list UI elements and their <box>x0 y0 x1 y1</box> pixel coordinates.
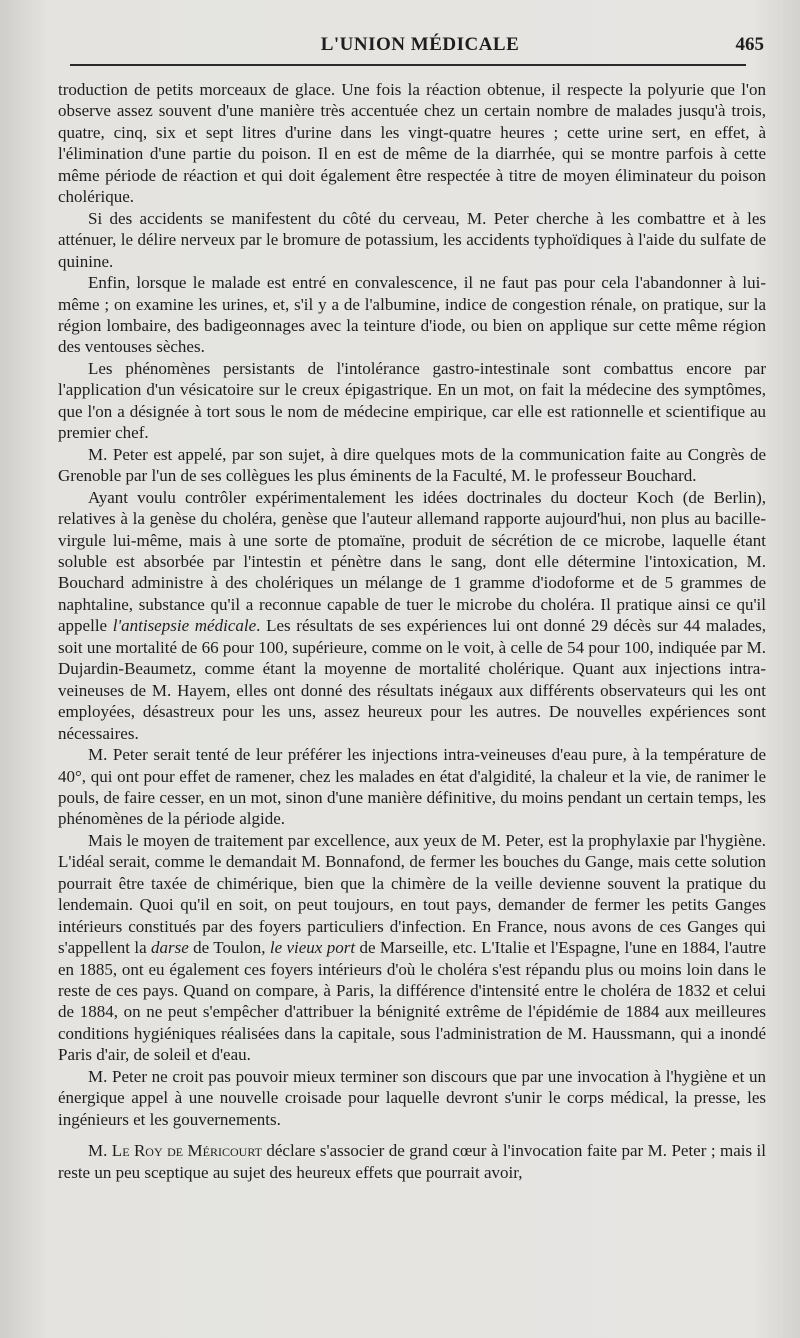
darse-term: darse <box>151 938 189 958</box>
speaker-name: M. Le Roy de Méricourt <box>88 1141 262 1161</box>
paragraph-conclusion: M. Peter ne croit pas pouvoir mieux terminer son discours que par une invocation à l'hygiène et un énergique appel à une nouvelle croisade pour laquelle devront s'unir le corps médical, la presse, les ingénieurs et les gouvernements. <box>58 1066 766 1129</box>
page-header <box>76 30 764 62</box>
running-title: L'UNION MÉDICALE <box>320 34 520 55</box>
bouchard-text-a: Ayant voulu contrôler expérimentalement les idées doctrinales du docteur Koch (de Berlin), relatives à la genèse du choléra, genèse que l'auteur allemand rapporte aujourd'hui, non plus au bacille-virgule lui-même, mais à une sorte de ptomaïne, produit de sécrétion de ce microbe, laquelle étant soluble est absorbée par l'intestin et pénètre dans le sang, dont elle détermine l'intoxication, M. Bouchard administre à des cholériques un mélange de 1 gramme d'iodoforme et de 5 grammes de naphtaline, substance qu'il a reconnue capable de tuer le microbe du choléra. Il pratique ainsi ce qu'il appelle <box>58 487 766 636</box>
page-number: 465 <box>735 34 764 55</box>
hygiene-text-c: de Marseille, etc. L'Italie et l'Espagne, l'une en 1884, l'autre en 1885, ont eu également ces foyers intérieurs d'où le choléra s'est répandu plus ou moins loin dans le reste de ces pays. Quand on compare, à Paris, la différence d'intensité entre le choléra de 1832 et celui de 1884, on ne peut s'empêcher d'attribuer la bénignité extrême de l'épidémie de 1884 aux meilleures conditions hygiéniques réalisées dans la capitale, sous l'administration de M. Haussmann, qui a inondé Paris d'air, de soleil et d'eau. <box>58 938 767 1065</box>
paragraph-cerveau: Si des accidents se manifestent du côté du cerveau, M. Peter cherche à les combattre et à les atténuer, le délire nerveux par le bromure de potassium, les accidents typhoïdiques à l'aide du sulfate de quinine. <box>58 208 766 271</box>
paragraph-injections: M. Peter serait tenté de leur préférer les injections intra-veineuses d'eau pure, à la température de 40°, qui ont pour effet de ramener, chez les malades en état d'algidité, la chaleur et la vie, de ranimer le pouls, de faire cesser, en un mot, sinon d'une manière définitive, du moins pendant un certain temps, les phénomènes de la période algide. <box>58 745 766 829</box>
le-roy-text: déclare s'associer de grand cœur à l'invocation faite par M. Peter ; mais il reste un peu sceptique au sujet des heureux effets que pourrait avoir, <box>58 1141 766 1182</box>
paragraph-le-roy <box>58 1140 766 1183</box>
paragraph-bouchard <box>58 487 766 744</box>
paragraph-reaction: troduction de petits morceaux de glace. Une fois la réaction obtenue, il respecte la polyurie que l'on observe assez souvent d'une manière très accentuée chez un certain nombre de malades jusqu'à trois, quatre, cinq, six et sept litres d'urine dans les vingt-quatre heures ; cette urine sert, en effet, à l'élimination d'une partie du poison. Il en est de même de la diarrhée, qui se montre parfois à cette même période de réaction et qui doit également être respectée à titre de moyen éliminateur du poison cholérique. <box>58 80 766 207</box>
paragraph-phenomenes: Les phénomènes persistants de l'intolérance gastro-intestinale sont combattus encore par l'application d'un vésicatoire sur le creux épigastrique. En un mot, on fait la médecine des symptômes, que l'on a désignée à tort sous le nom de médecine empirique, car elle est rationnelle et scientifique au premier chef. <box>58 358 766 443</box>
paragraph-convalescence: Enfin, lorsque le malade est entré en convalescence, il ne faut pas pour cela l'abandonner à lui-même ; on examine les urines, et, s'il y a de l'albumine, indice de congestion rénale, on pratique, sur la région lombaire, des badigeonnages avec la teinture d'iode, ou bien on applique sur cette même région des ventouses sèches. <box>58 273 766 357</box>
vieux-port-term: le vieux port <box>269 938 356 958</box>
hygiene-text-a: Mais le moyen de traitement par excellence, aux yeux de M. Peter, est la prophylaxie par l'hygiène. L'idéal serait, comme le demandait M. Bonnafond, de fermer les bouches du Gange, mais cette solution pourrait être taxée de chimérique, bien que la chimère de la veille devienne souvent la pratique du lendemain. Quoi qu'il en soit, on peut toujours, en tout pays, demander de fermer les petits Ganges intérieurs constitués par des foyers particuliers d'infection. En France, nous avons de ces Ganges qui s'appellent la <box>58 830 766 958</box>
antisepsie-term: l'antisepsie médicale <box>112 616 257 636</box>
article-body <box>58 79 766 1183</box>
header-rule <box>70 64 746 66</box>
bouchard-text-b: . Les résultats de ses expériences lui ont donné 29 décès sur 44 malades, soit une mortalité de 66 pour 100, supérieure, comme on le voit, à celle de 54 pour 100, indiquée par M. Dujardin-Beaumetz, comme étant la moyenne de mortalité cholérique. Quant aux injections intra-veineuses de M. Hayem, elles ont donné des résultats inégaux aux différents observateurs qui les ont employées, désastreux pour les uns, assez heureux pour les autres. De nouvelles expériences sont nécessaires. <box>58 616 766 743</box>
paragraph-congres: M. Peter est appelé, par son sujet, à dire quelques mots de la communication faite au Congrès de Grenoble par l'un de ses collègues les plus éminents de la Faculté, M. le professeur Bouchard. <box>58 444 766 486</box>
hygiene-text-b: de Toulon, <box>193 938 266 958</box>
paragraph-hygiene <box>58 830 766 1066</box>
